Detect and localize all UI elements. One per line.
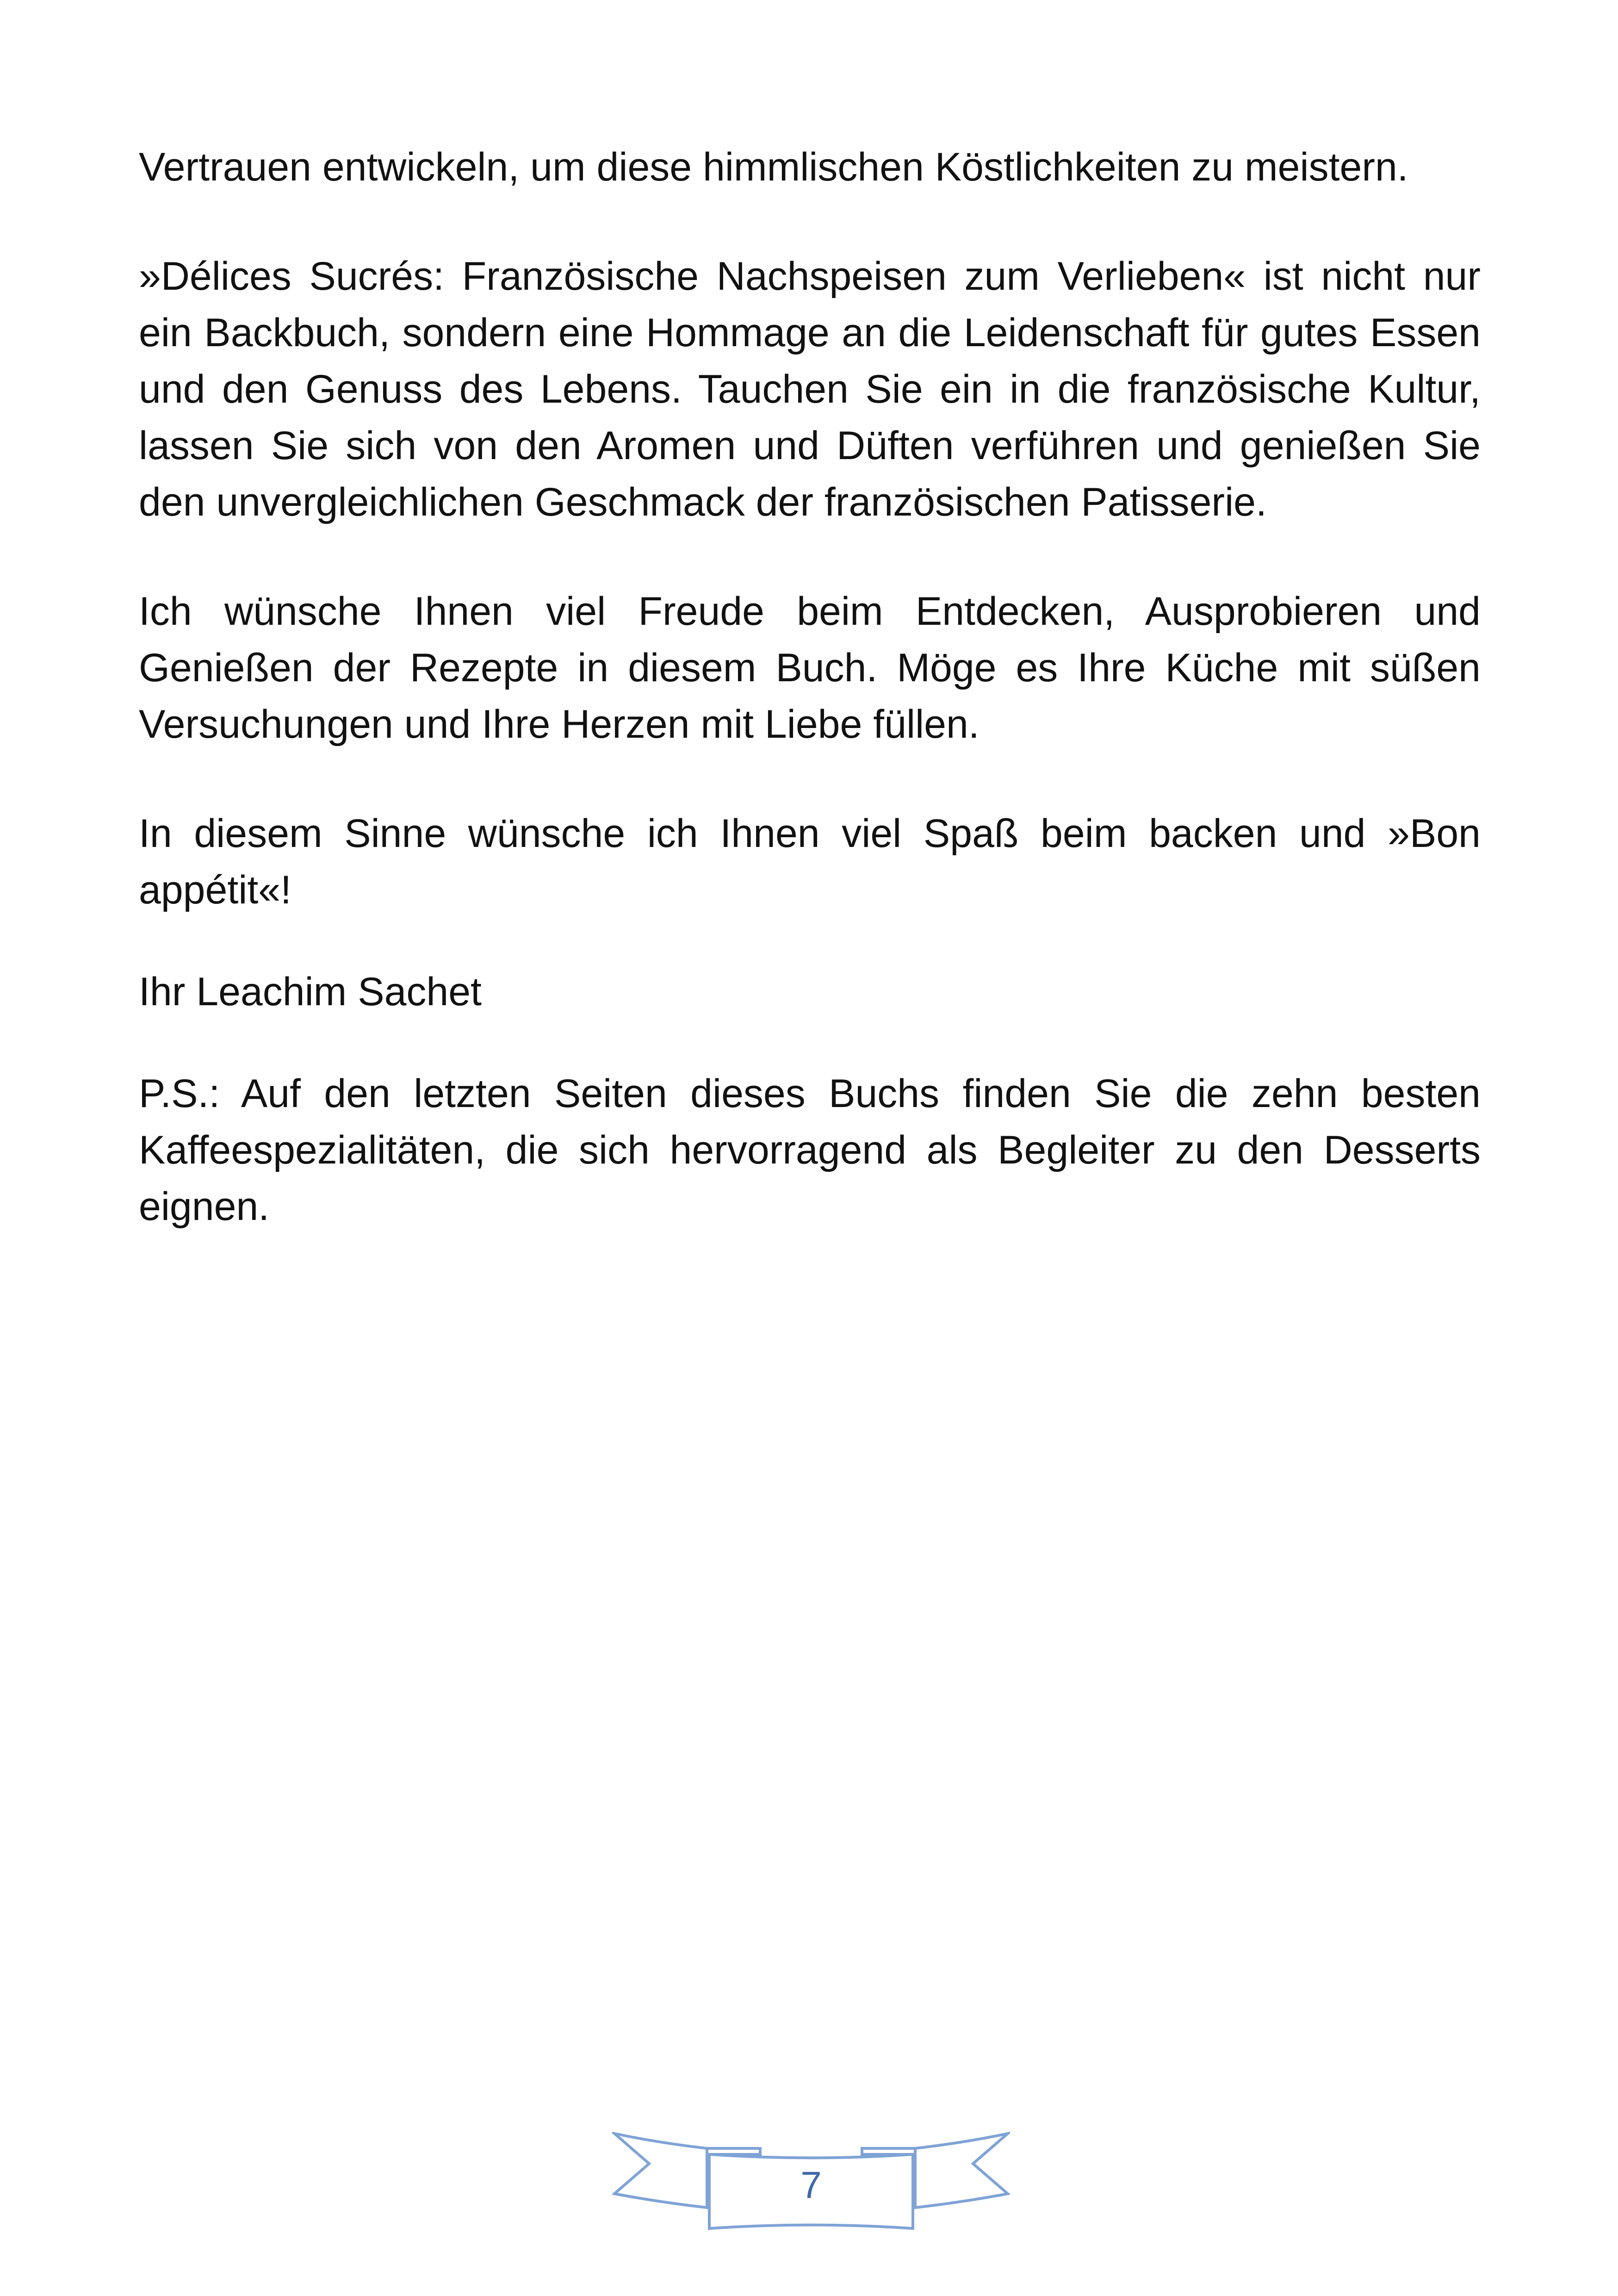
page-number: 7 [800,2164,822,2206]
page-number-ribbon [612,2129,1010,2235]
paragraph-intro-continuation: Vertrauen entwickeln, um diese himmlischen Köstlichkeiten zu meistern. [139,145,1408,189]
paragraph-book-description: »Délices Sucrés: Französische Nachspeisen zum Verlieben« ist nicht nur ein Backbuch, sondern eine Hommage an die Leidenschaft für gutes Essen und den Genuss des Lebens. Tauchen Sie ein in die französische Kultur, lassen Sie sich von den Aromen und Düften verführen und genießen Sie den unvergleichlichen Geschmack der französischen Patisserie. [139,254,1481,524]
body-text [139,139,1481,1235]
paragraph-wishes: Ich wünsche Ihnen viel Freude beim Entdecken, Ausprobieren und Genießen der Rezepte in diesem Buch. Möge es Ihre Küche mit süßen Versuchungen und Ihre Herzen mit Liebe füllen. [139,589,1481,747]
signature-line: Ihr Leachim Sachet [139,970,482,1014]
paragraph-postscript: P.S.: Auf den letzten Seiten dieses Buchs finden Sie die zehn besten Kaffeespezialitäten, die sich hervorragend als Begleiter zu den Desserts eignen. [139,1071,1481,1229]
paragraph-bon-appetit: In diesem Sinne wünsche ich Ihnen viel Spaß beim backen und »Bon appétit«! [139,811,1481,912]
